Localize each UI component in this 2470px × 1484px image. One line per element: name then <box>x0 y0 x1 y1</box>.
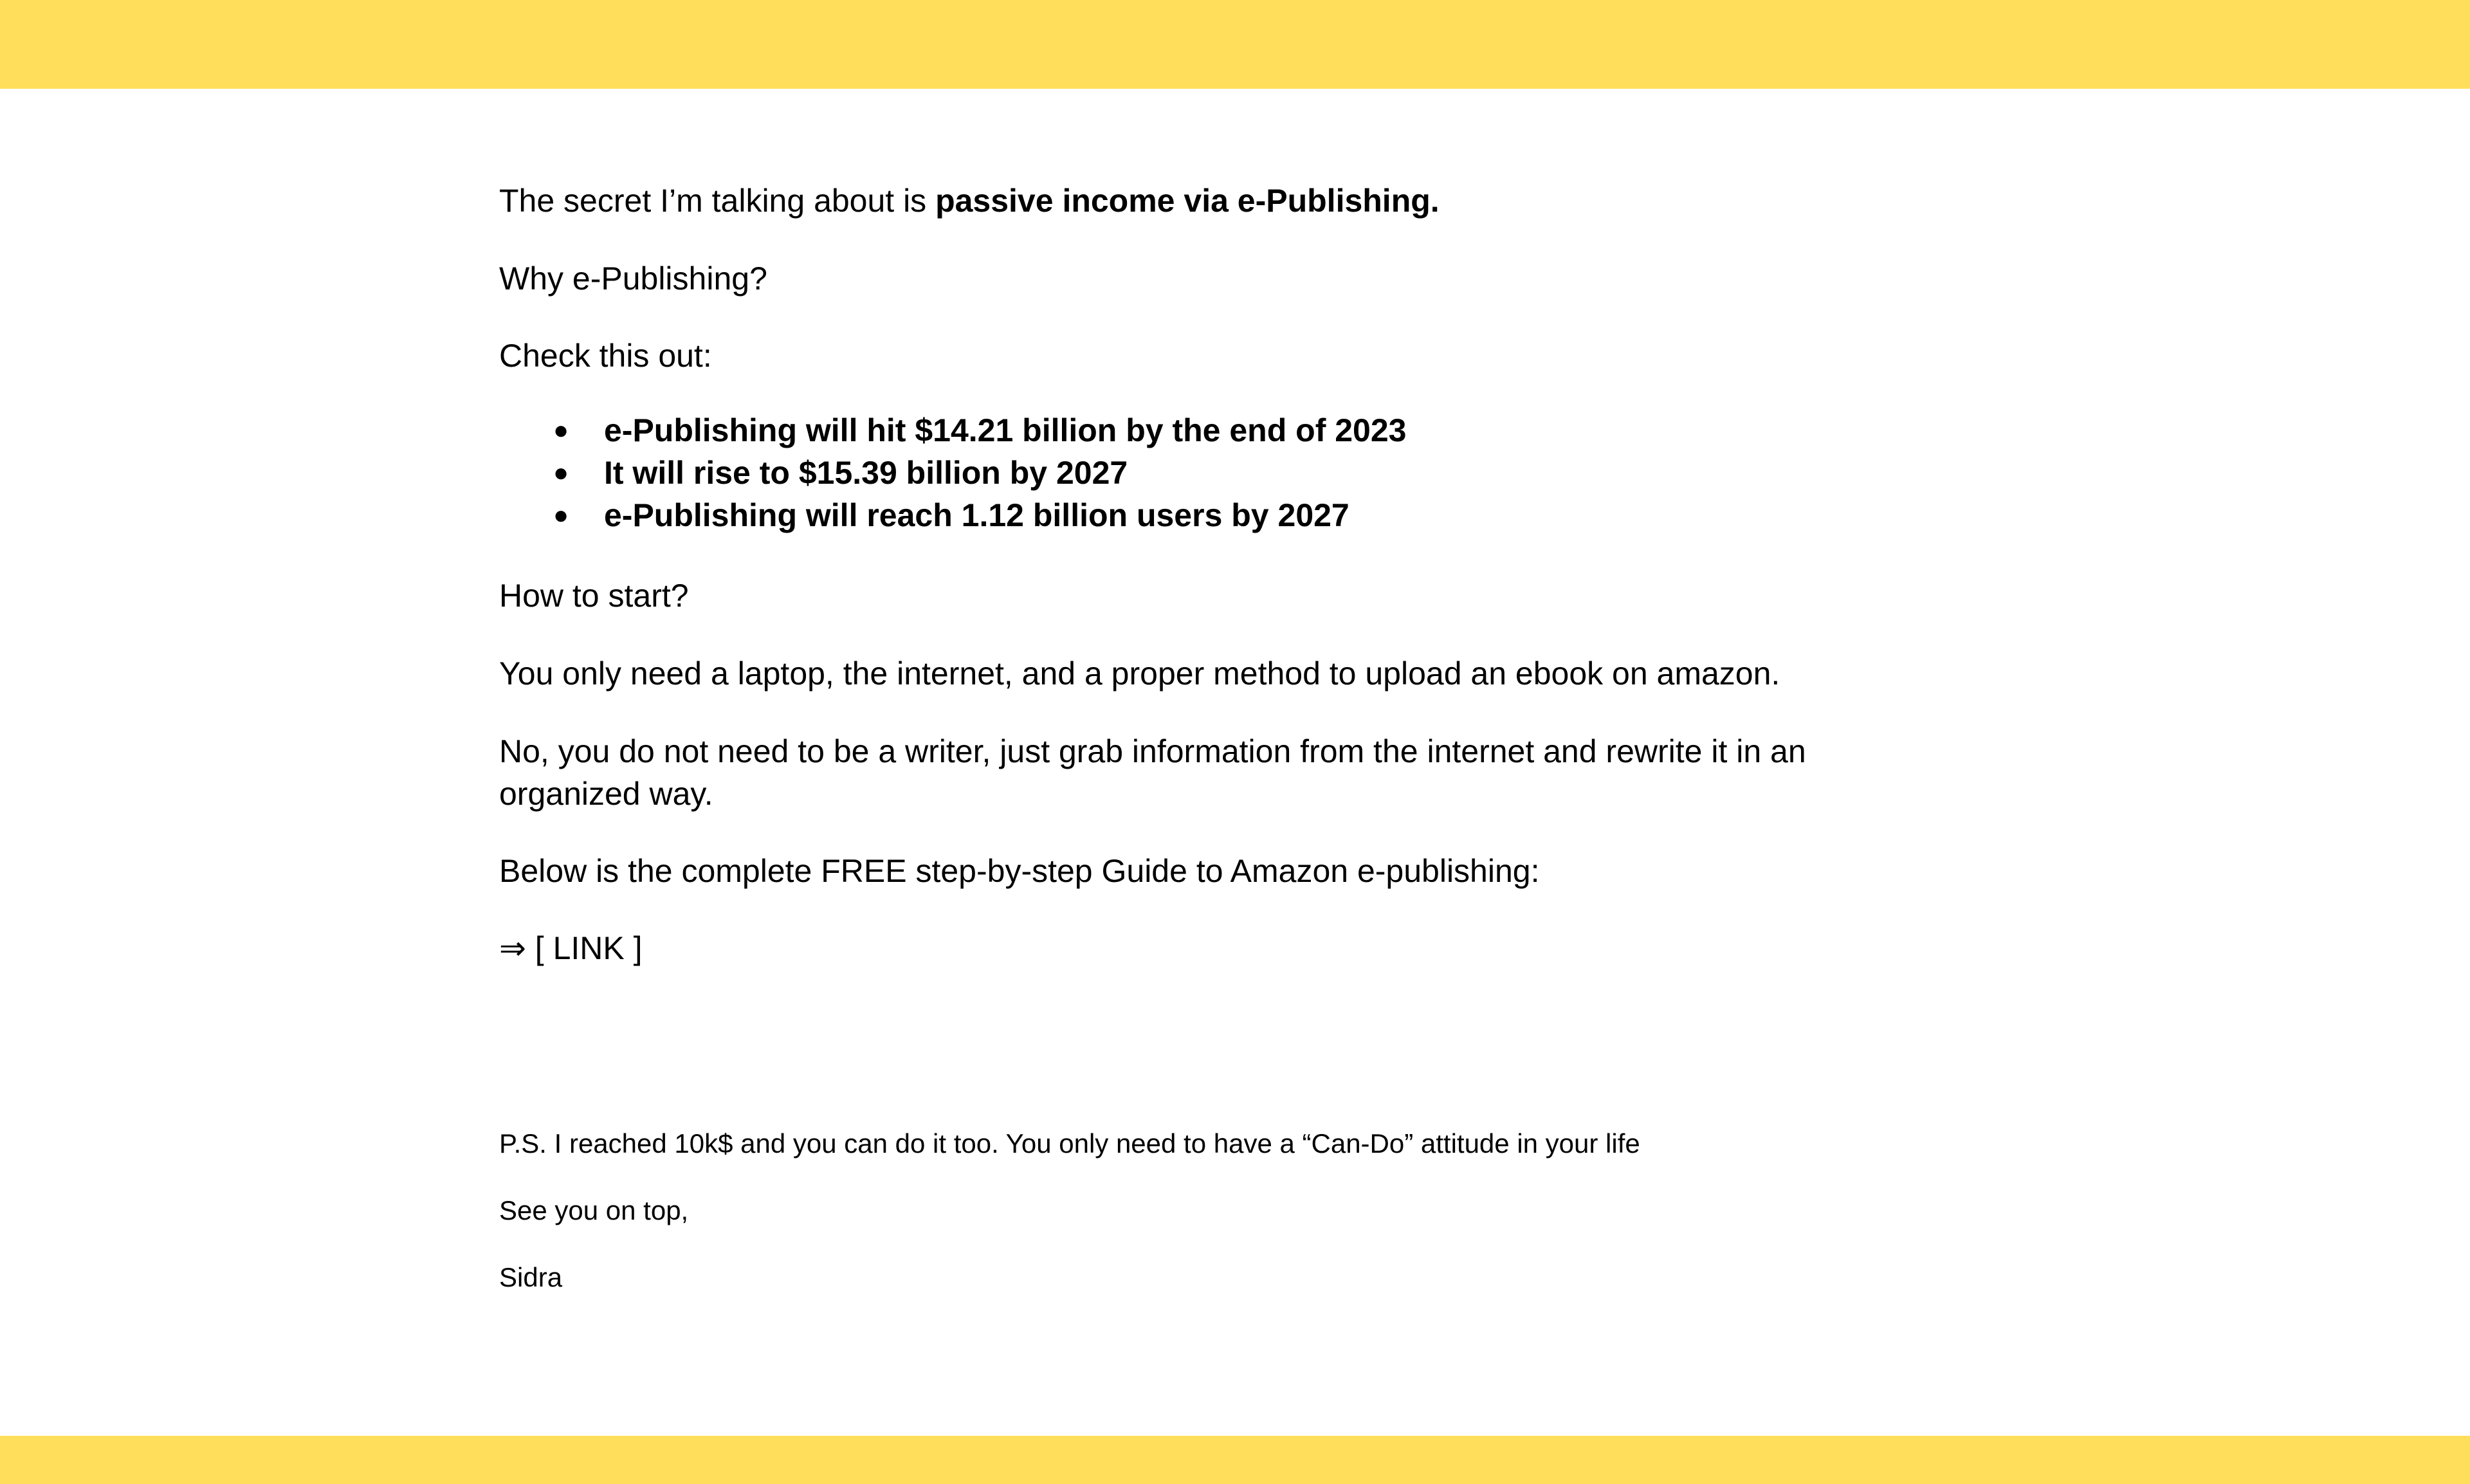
link-placeholder[interactable]: ⇒ [ LINK ] <box>499 930 643 966</box>
why-heading: Why e-Publishing? <box>499 261 767 297</box>
list-item <box>499 494 1406 536</box>
intro-bold-text: passive income via e-Publishing. <box>935 183 1440 219</box>
list-item-text: e-Publishing will reach 1.12 billion users by 2027 <box>604 497 1349 533</box>
ps-note: P.S. I reached 10k$ and you can do it too. You only need to have a “Can-Do” attitude in your life <box>499 1128 1640 1159</box>
stats-list <box>499 409 1406 536</box>
list-item-text: e-Publishing will hit $14.21 billion by the end of 2023 <box>604 412 1407 448</box>
bullet-icon: ● <box>553 416 569 444</box>
writer-paragraph-line-1: No, you do not need to be a writer, just grab information from the internet and rewrite it in an <box>499 733 1806 769</box>
list-item <box>499 409 1406 452</box>
intro-text: The secret I’m talking about is <box>499 183 936 219</box>
intro-paragraph <box>499 179 1440 222</box>
list-item <box>499 452 1406 494</box>
author-name: Sidra <box>499 1262 563 1292</box>
guide-paragraph: Below is the complete FREE step-by-step Guide to Amazon e-publishing: <box>499 853 1540 889</box>
top-yellow-band <box>0 0 2470 89</box>
signoff: See you on top, <box>499 1195 689 1225</box>
list-item-text: It will rise to $15.39 billion by 2027 <box>604 455 1128 491</box>
check-line: Check this out: <box>499 338 712 374</box>
requirements-paragraph: You only need a laptop, the internet, and a proper method to upload an ebook on amazon. <box>499 655 1780 692</box>
writer-paragraph-line-2: organized way. <box>499 776 713 812</box>
bullet-icon: ● <box>553 501 569 529</box>
how-heading: How to start? <box>499 578 689 614</box>
bottom-yellow-band <box>0 1436 2470 1484</box>
bullet-icon: ● <box>553 459 569 487</box>
